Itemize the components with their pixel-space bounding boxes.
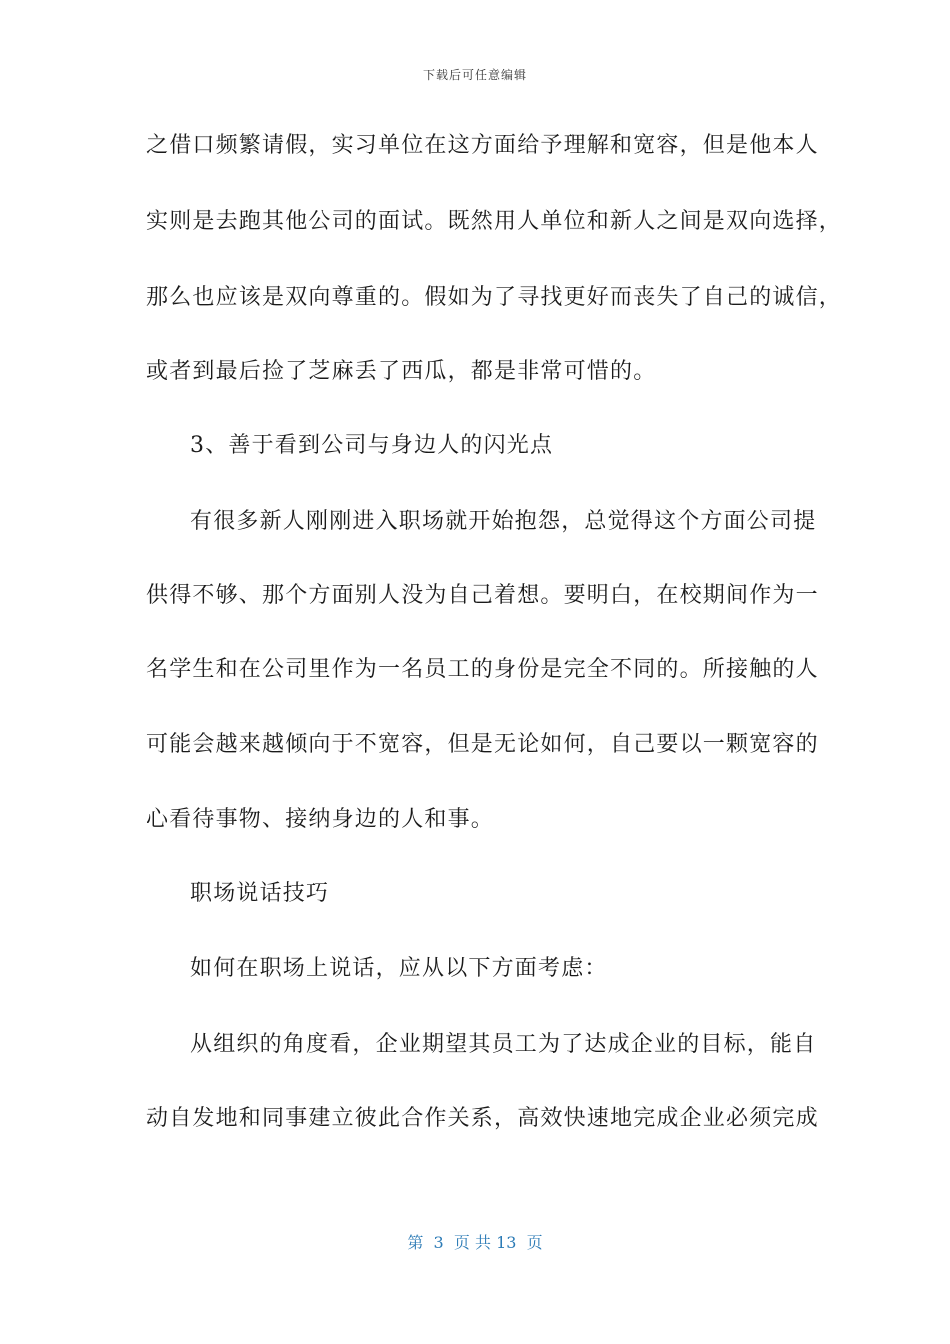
paragraph-line: 供得不够、那个方面别人没为自己着想。要明白，在校期间作为一 [146, 583, 819, 608]
section-heading: 职场说话技巧 [190, 881, 330, 906]
paragraph-line: 那么也应该是双向尊重的。假如为了寻找更好而丧失了自己的诚信， [146, 285, 843, 310]
paragraph-line: 有很多新人刚刚进入职场就开始抱怨，总觉得这个方面公司提 [190, 509, 817, 534]
section-heading: 3、善于看到公司与身边人的闪光点 [190, 433, 554, 458]
paragraph-line: 可能会越来越倾向于不宽容，但是无论如何，自己要以一颗宽容的 [146, 732, 819, 757]
paragraph-line: 之借口频繁请假，实习单位在这方面给予理解和宽容，但是他本人 [146, 133, 819, 158]
paragraph-line: 或者到最后捡了芝麻丢了西瓜，都是非常可惜的。 [146, 359, 657, 384]
paragraph-line: 动自发地和同事建立彼此合作关系，高效快速地完成企业必须完成 [146, 1106, 819, 1131]
paragraph-line: 心看待事物、接纳身边的人和事。 [146, 807, 495, 832]
paragraph-line: 名学生和在公司里作为一名员工的身份是完全不同的。所接触的人 [146, 657, 819, 682]
paragraph-line: 如何在职场上说话，应从以下方面考虑： [190, 956, 608, 981]
paragraph-line: 从组织的角度看，企业期望其员工为了达成企业的目标，能自 [190, 1032, 817, 1057]
page-header: 下载后可任意编辑 [422, 68, 527, 82]
page-number-footer: 第 3 页 共 13 页 [407, 1233, 543, 1252]
paragraph-line: 实则是去跑其他公司的面试。既然用人单位和新人之间是双向选择， [146, 209, 843, 234]
